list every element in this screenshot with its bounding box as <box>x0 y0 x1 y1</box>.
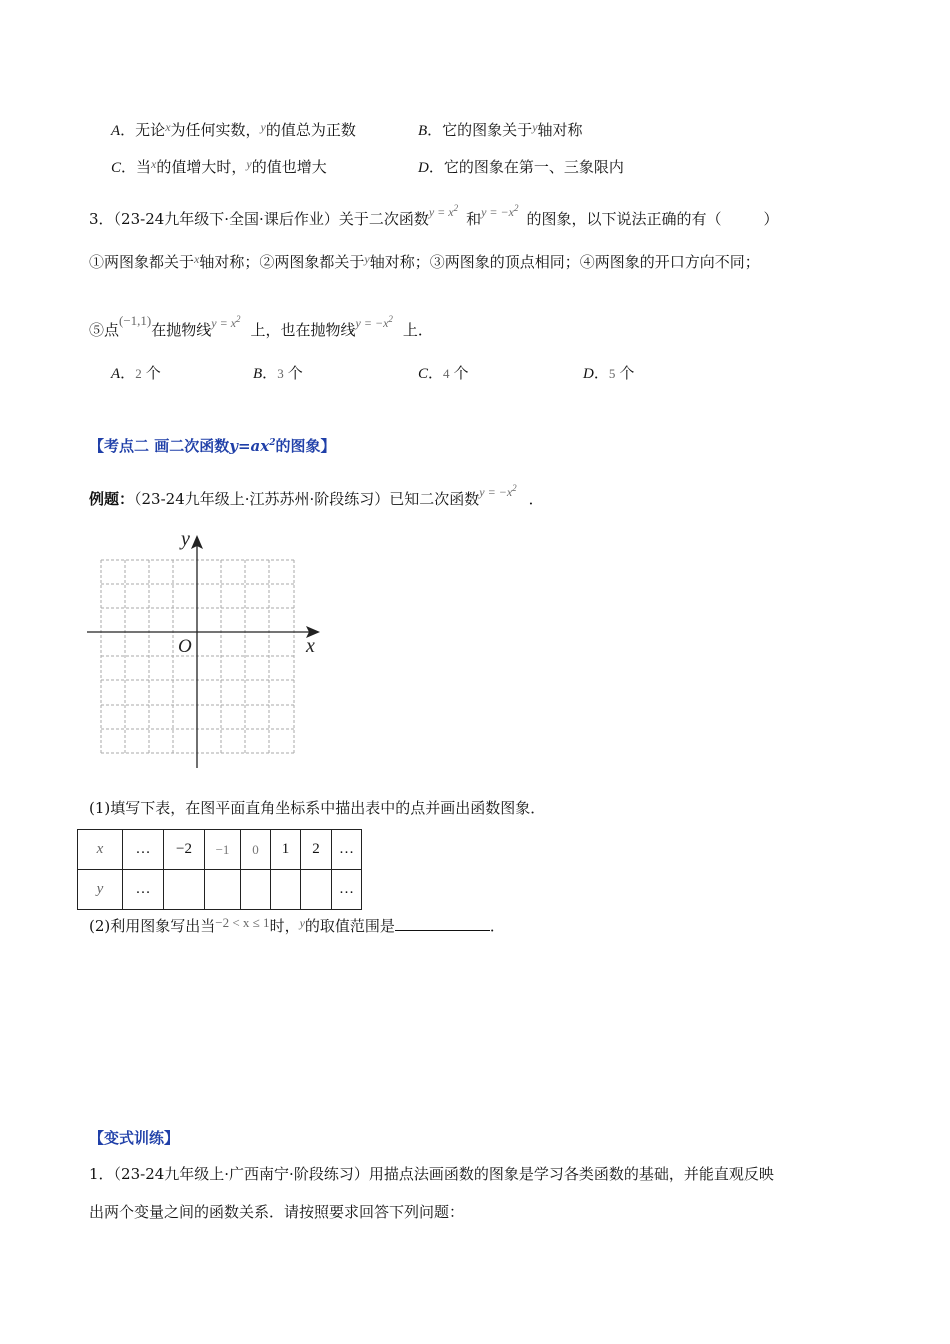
answer-blank[interactable] <box>395 916 490 931</box>
table-cell[interactable] <box>271 870 301 910</box>
table-cell: 2 <box>301 830 332 870</box>
table-cell: x <box>78 830 123 870</box>
table-cell: … <box>123 830 164 870</box>
variant-q1-line2: 出两个变量之间的函数关系．请按照要求回答下列问题： <box>89 1203 465 1221</box>
q3-stem: 3．（23-24九年级下·全国·课后作业）关于二次函数$^{y = x^2}$和$^{y = -x^2}$的图象，以下说法正确的有（ ） <box>89 203 779 228</box>
table-cell[interactable] <box>301 870 332 910</box>
coordinate-grid <box>80 525 340 775</box>
table-cell: −1 <box>205 830 241 870</box>
table-cell[interactable] <box>164 870 205 910</box>
table-cell: y <box>78 870 123 910</box>
table-cell: 1 <box>271 830 301 870</box>
q2-option-d: D．它的图象在第一、三象限内 <box>418 158 624 176</box>
variant-q1-line1: 1．（23-24九年级上·广西南宁·阶段练习）用描点法画函数的图象是学习各类函数的基础，并能直观反映 <box>89 1165 774 1183</box>
q3-option-d: D．5 个 <box>583 364 635 382</box>
q2-option-a: A．无论$^x$为任何实数，$^y$的值总为正数 <box>111 120 356 139</box>
origin-label: O <box>178 636 192 657</box>
q3-option-a: A．2 个 <box>111 364 161 382</box>
q2-option-c: C．当$^x$的值增大时，$^y$的值也增大 <box>111 157 327 176</box>
q2-option-b: B．它的图象关于$^y$轴对称 <box>418 120 583 139</box>
part1-instruction: (1)填写下表，在图平面直角坐标系中描出表中的点并画出函数图象． <box>89 799 546 817</box>
table-cell: … <box>123 870 164 910</box>
table-row-x <box>78 830 362 870</box>
q3-statements-2: ⑤点(−1,1)在抛物线$^{y = x^2}$上，也在抛物线$^{y = -x^2}$上． <box>89 313 433 339</box>
section-heading-variant: 【变式训练】 <box>89 1129 180 1147</box>
part2-question: (2)利用图象写出当−2 < x ≤ 1时，$^y$的取值范围是 ． <box>89 915 505 935</box>
q3-option-b: B．3 个 <box>253 364 303 382</box>
table-cell[interactable] <box>241 870 271 910</box>
table-cell[interactable] <box>205 870 241 910</box>
table-row-y <box>78 870 362 910</box>
y-axis-label: y <box>181 528 190 550</box>
table-cell: 0 <box>241 830 271 870</box>
table-cell: … <box>332 830 362 870</box>
example-stem: 例题：（23-24九年级上·江苏苏州·阶段练习）已知二次函数$^{y = -x^2}$． <box>89 483 544 508</box>
q3-statements-1: ①两图象都关于$^x$轴对称；②两图象都关于$^y$轴对称；③两图象的顶点相同；④两图象的开口方向不同； <box>89 252 760 271</box>
table-cell: −2 <box>164 830 205 870</box>
table-cell: … <box>332 870 362 910</box>
value-table <box>77 829 362 910</box>
section-heading-2: 【考点二 画二次函数$y=ax^2$的图象】 <box>89 437 336 455</box>
x-axis-label: x <box>306 635 315 657</box>
q3-option-c: C．4 个 <box>418 364 469 382</box>
